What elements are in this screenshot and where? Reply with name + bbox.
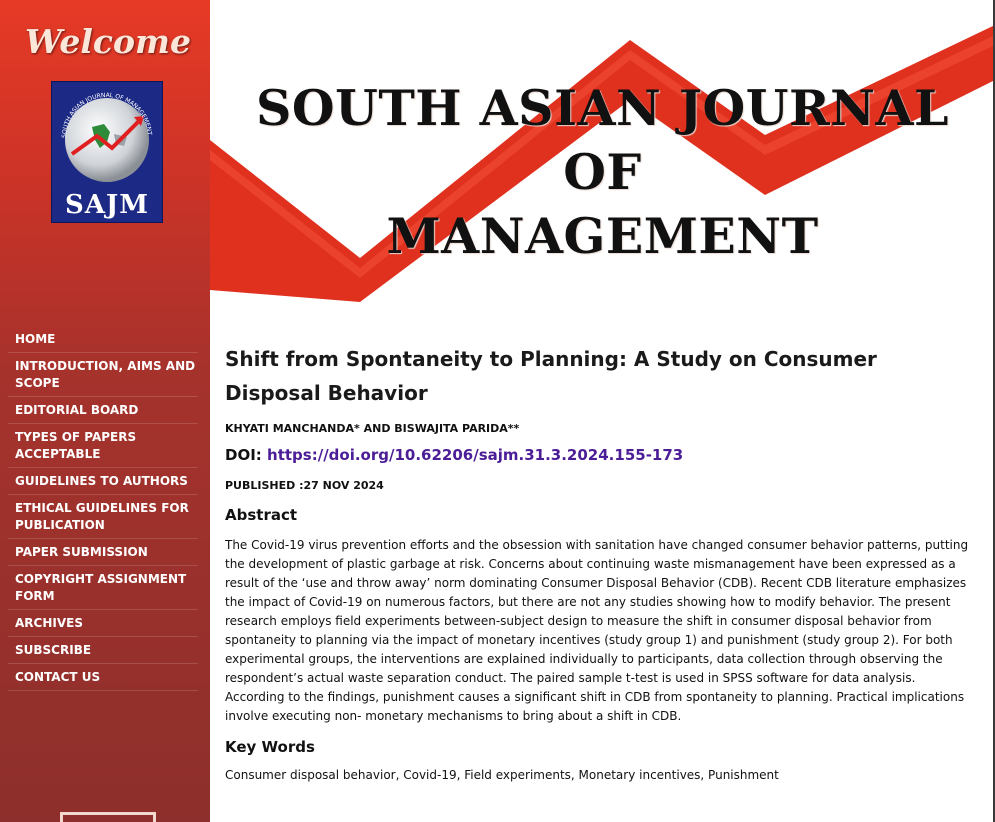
nav-types-of-papers[interactable]: TYPES OF PAPERS ACCEPTABLE — [8, 424, 198, 468]
globe-icon — [52, 82, 162, 192]
nav-subscribe[interactable]: SUBSCRIBE — [8, 637, 198, 664]
nav-archives[interactable]: ARCHIVES — [8, 610, 198, 637]
nav-guidelines-to-authors[interactable]: GUIDELINES TO AUTHORS — [8, 468, 198, 495]
main-nav — [8, 326, 198, 691]
welcome-heading: Welcome — [25, 22, 191, 61]
abstract-heading: Abstract — [225, 506, 298, 524]
nav-home[interactable]: HOME — [8, 326, 198, 353]
article-title: Shift from Spontaneity to Planning: A Study on Consumer Disposal Behavior — [225, 347, 877, 405]
doi-label: DOI: — [225, 446, 262, 464]
journal-title — [210, 76, 995, 268]
article-authors: KHYATI MANCHANDA* AND BISWAJITA PARIDA** — [225, 422, 520, 435]
header-banner — [210, 0, 995, 320]
nav-contact-us[interactable]: CONTACT US — [8, 664, 198, 691]
nav-ethical-guidelines[interactable]: ETHICAL GUIDELINES FOR PUBLICATION — [8, 495, 198, 539]
sidebar — [0, 0, 210, 822]
nav-copyright-form[interactable]: COPYRIGHT ASSIGNMENT FORM — [8, 566, 198, 610]
keywords-heading: Key Words — [225, 738, 315, 756]
nav-paper-submission[interactable]: PAPER SUBMISSION — [8, 539, 198, 566]
abstract-text: The Covid-19 virus prevention efforts and the obsession with sanitation have changed consumer behavior patterns, putting the development of plastic garbage at risk. Concerns about continuing waste mismanagement have been expressed as a result of the ‘use and throw away’ norm dominating Consumer Disposal Behavior (CDB). Recent CDB literature emphasizes the impact of Covid-19 on numerous factors, but there are not any studies showing how to modify behavior. The present research employs field experiments between-subject design to measure the shift in consumer disposal behavior from spontaneity to planning via the impact of monetary incentives (study group 1) and punishment (study group 2). For both experimental groups, the interventions are explained individually to participants, data collection through observing the respondent’s actual waste separation conduct. The paired sample t-test is used in SPSS software for data analysis. According to the findings, punishment causes a significant shift in CDB from spontaneity to planning. Practical implications involve executing non- monetary mechanisms to bring about a shift in CDB. — [225, 538, 969, 723]
published-date: PUBLISHED :27 NOV 2024 — [225, 479, 384, 492]
logo-arc-text: SOUTH ASIAN JOURNAL OF MANAGEMENT — [60, 91, 153, 139]
journal-title-line2: MANAGEMENT — [386, 207, 819, 265]
article-content — [225, 342, 970, 802]
sajm-logo[interactable] — [51, 81, 163, 223]
doi-link[interactable]: https://doi.org/10.62206/sajm.31.3.2024.155-173 — [267, 446, 684, 464]
logo-label: SAJM — [64, 190, 150, 220]
nav-introduction[interactable]: INTRODUCTION, AIMS AND SCOPE — [8, 353, 198, 397]
nav-editorial-board[interactable]: EDITORIAL BOARD — [8, 397, 198, 424]
doi-line — [225, 446, 970, 464]
keywords-text: Consumer disposal behavior, Covid-19, Field experiments, Monetary incentives, Punishment — [225, 768, 779, 782]
sidebar-bottom-graphic — [60, 812, 156, 822]
journal-title-line1: SOUTH ASIAN JOURNAL OF — [256, 79, 949, 201]
